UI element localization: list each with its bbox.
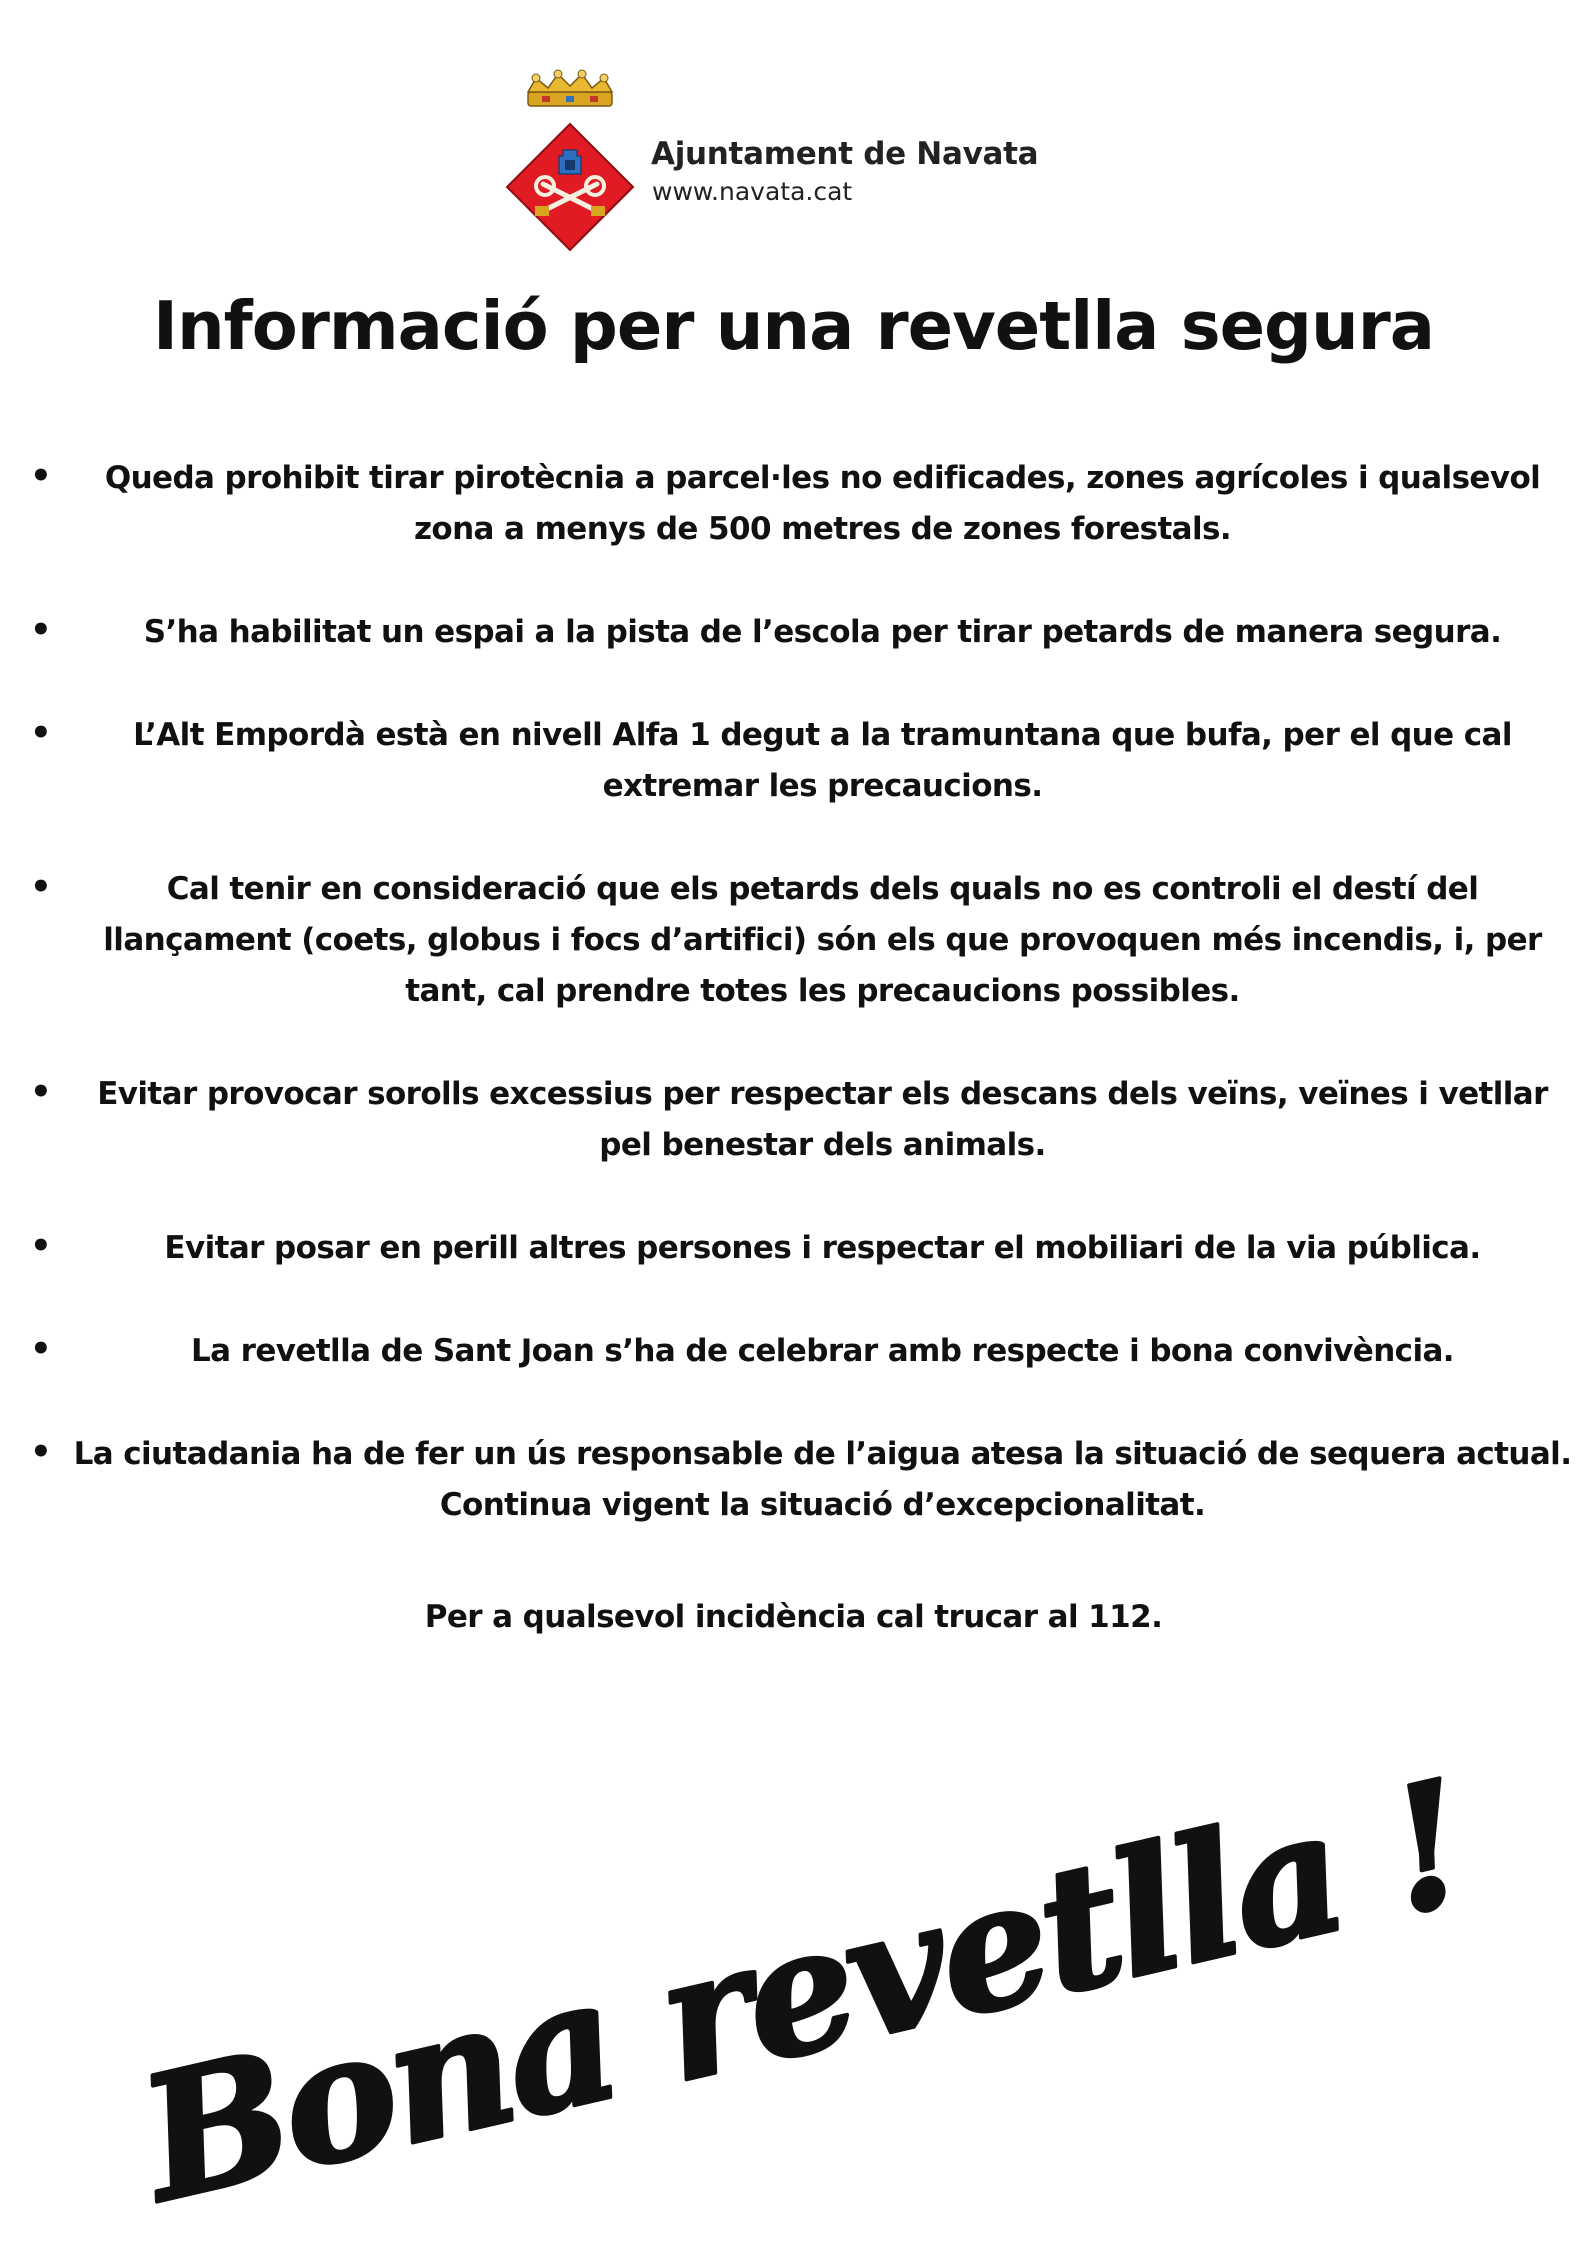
bullet-icon: •	[30, 1432, 52, 1472]
emergency-note: Per a qualsevol incidència cal trucar al 112.	[424, 1599, 1163, 1635]
bullet-icon: •	[30, 610, 52, 650]
list-item	[0, 453, 1587, 555]
list-item	[0, 1069, 1587, 1171]
page-title: Informació per una revetlla segura	[153, 287, 1434, 365]
safety-rules-list	[0, 453, 1587, 1583]
sign-off-lettering	[125, 1742, 1482, 2241]
rule-text: La ciutadania ha de fer un ús responsable de l’aigua atesa la situació de sequera actual. Continua vigent la situació d’excepcionalitat.	[73, 1436, 1572, 1523]
municipality-header	[505, 70, 1065, 250]
rule-text: S’ha habilitat un espai a la pista de l’escola per tirar petards de manera segura.	[143, 614, 1502, 650]
bullet-icon: •	[30, 456, 52, 496]
bullet-icon: •	[30, 1329, 52, 1369]
rule-text: Evitar provocar sorolls excessius per respectar els descans dels veïns, veïnes i vetllar pel benestar dels animals.	[97, 1076, 1548, 1163]
rule-text: Cal tenir en consideració que els petards dels quals no es controli el destí del llançament (coets, globus i focs d’artifici) són els que provoquen més incendis, i, per tant, cal prendre totes les precaucions possibles.	[103, 871, 1542, 1009]
list-item	[0, 607, 1587, 658]
crown-icon	[522, 70, 618, 112]
list-item	[0, 864, 1587, 1017]
list-item	[0, 1223, 1587, 1274]
bullet-icon: •	[30, 867, 52, 907]
list-item	[0, 1429, 1587, 1531]
municipality-name: Ajuntament de Navata	[651, 136, 1039, 172]
municipality-website: www.navata.cat	[652, 177, 853, 206]
rule-text: Evitar posar en perill altres persones i respectar el mobiliari de la via pública.	[164, 1230, 1481, 1266]
bullet-icon: •	[30, 1226, 52, 1266]
sign-off-text: Bona revetlla !	[125, 1742, 1482, 2241]
coat-of-arms-icon	[505, 122, 635, 252]
rule-text: La revetlla de Sant Joan s’ha de celebrar amb respecte i bona convivència.	[191, 1333, 1454, 1369]
list-item	[0, 710, 1587, 812]
rule-text: L’Alt Empordà està en nivell Alfa 1 degut a la tramuntana que bufa, per el que cal extremar les precaucions.	[133, 717, 1512, 804]
bullet-icon: •	[30, 713, 52, 753]
rule-text: Queda prohibit tirar pirotècnia a parcel·les no edificades, zones agrícoles i qualsevol zona a menys de 500 metres de zones forestals.	[104, 460, 1541, 547]
list-item	[0, 1326, 1587, 1377]
bullet-icon: •	[30, 1072, 52, 1112]
